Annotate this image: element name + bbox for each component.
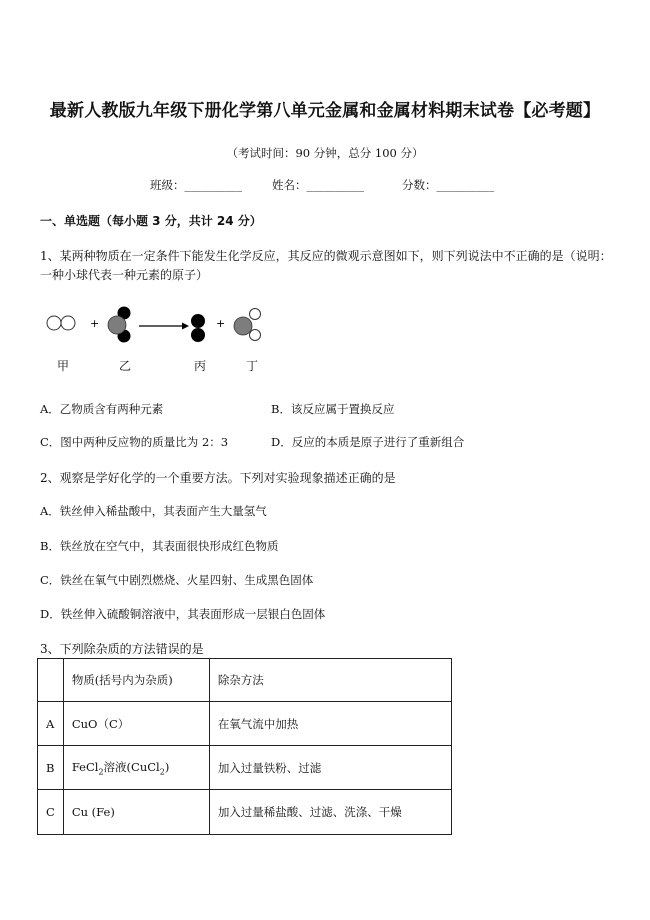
row-substance: Cu (Fe): [63, 790, 209, 835]
name-blank: __________: [306, 178, 364, 192]
score-field: [402, 177, 494, 193]
table-row: [38, 790, 452, 835]
score-label: 分数：: [402, 178, 437, 192]
q1-option-d: D．反应的本质是原子进行了重新组合: [271, 435, 465, 449]
table-row: [38, 702, 452, 746]
row-substance: CuO（C）: [63, 702, 209, 746]
name-label: 姓名：: [272, 178, 307, 192]
plus-sign-1: +: [90, 317, 100, 330]
header-cell-substance: 物质(括号内为杂质): [63, 659, 209, 702]
molecule-ding: [234, 309, 261, 341]
q1-option-c: C．图中两种反应物的质量比为 2：3: [40, 435, 229, 449]
section-heading: 一、单选题（每小题 3 分，共计 24 分）: [40, 214, 262, 228]
label-ding: 丁: [246, 359, 259, 373]
exam-subtitle: （考试时间：90 分钟，总分 100 分）: [226, 146, 424, 160]
name-field: [272, 177, 364, 193]
label-jia: 甲: [57, 359, 70, 373]
molecule-yi: [108, 307, 131, 343]
q1-option-a: A．乙物质含有两种元素: [40, 402, 164, 416]
q1-stem-line1: 1、某两种物质在一定条件下能发生化学反应，其反应的微观示意图如下，则下列说法中不正确的是（说明：: [40, 249, 612, 263]
row-method: 加入过量铁粉、过滤: [209, 746, 451, 790]
label-bing: 丙: [194, 359, 207, 373]
q2-option-c: C．铁丝在氧气中剧烈燃烧、火星四射、生成黑色固体: [40, 573, 314, 587]
table-header-row: [38, 659, 452, 702]
plus-sign-2: +: [216, 317, 226, 330]
q2-stem: 2、观察是学好化学的一个重要方法。下列对实验现象描述正确的是: [40, 471, 396, 485]
class-blank: __________: [184, 178, 242, 192]
q2-option-d: D．铁丝伸入硫酸铜溶液中，其表面形成一层银白色固体: [40, 607, 326, 621]
row-method: 加入过量稀盐酸、过滤、洗涤、干燥: [209, 790, 451, 835]
class-label: 班级：: [150, 178, 185, 192]
q2-option-a: A．铁丝伸入稀盐酸中，其表面产生大量氢气: [40, 504, 267, 518]
reaction-diagram: [40, 305, 280, 351]
class-field: [150, 177, 242, 193]
molecule-jia: [47, 316, 75, 330]
header-cell-method: 除杂方法: [209, 659, 451, 702]
q1-option-b: B．该反应属于置换反应: [271, 402, 395, 416]
molecule-bing: [191, 314, 205, 342]
score-blank: __________: [436, 178, 494, 192]
header-cell-label: [38, 659, 64, 702]
table-row: [38, 746, 452, 790]
row-substance: FeCl$_2$溶液(CuCl$_2$): [63, 746, 209, 790]
reaction-arrow: [139, 323, 189, 330]
page-title: 最新人教版九年级下册化学第八单元金属和金属材料期末试卷【必考题】: [49, 101, 601, 121]
row-method: 在氧气流中加热: [209, 702, 451, 746]
label-yi: 乙: [119, 359, 132, 373]
impurity-table: [37, 658, 452, 835]
row-label: C: [38, 790, 64, 835]
row-label: A: [38, 702, 64, 746]
q2-option-b: B．铁丝放在空气中，其表面很快形成红色物质: [40, 539, 279, 553]
q1-stem-line2: 一种小球代表一种元素的原子）: [40, 268, 209, 282]
q3-stem: 3、下列除杂质的方法错误的是: [40, 642, 204, 656]
row-label: B: [38, 746, 64, 790]
